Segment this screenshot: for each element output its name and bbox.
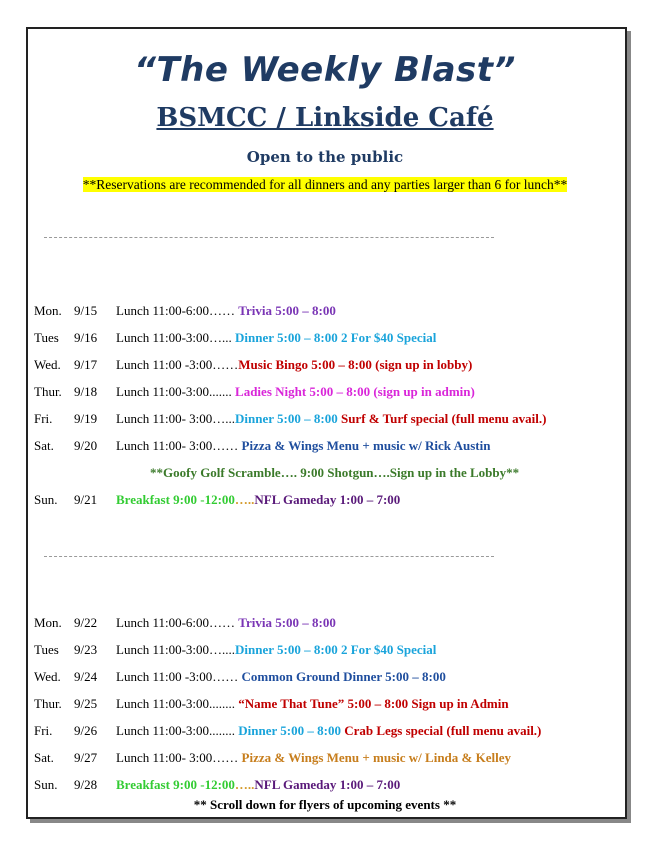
- dots: …..: [234, 492, 255, 507]
- day-label: Thur.: [34, 696, 62, 711]
- special-text: Surf & Turf special (full menu avail.): [340, 411, 547, 426]
- date-label: 9/18: [74, 384, 98, 399]
- flyer-title: “The Weekly Blast”: [134, 50, 516, 90]
- reservation-note: [0, 177, 650, 193]
- day-label: Fri.: [34, 723, 53, 738]
- lunch-hours: Lunch 11:00-6:00……: [116, 303, 239, 318]
- event-text: Common Ground Dinner 5:00 – 8:00: [241, 669, 446, 684]
- open-to-public-line: Open to the public: [246, 148, 404, 166]
- schedule-row-tue-1: [34, 330, 436, 346]
- date-label: 9/26: [74, 723, 98, 738]
- schedule-row-tue-2: [34, 642, 436, 658]
- event-text: Ladies Night 5:00 – 8:00 (sign up in admin): [235, 384, 475, 399]
- event-text: Dinner 5:00 – 8:00 2 For $40 Special: [235, 330, 437, 345]
- event-text: Dinner 5:00 – 8:00 2 For $40 Special: [235, 642, 437, 657]
- lunch-hours: Lunch 11:00-6:00……: [116, 615, 239, 630]
- schedule-row-mon-1: [34, 303, 336, 319]
- schedule-row-thu-2: [34, 696, 509, 712]
- dots: …..: [234, 777, 255, 792]
- date-label: 9/17: [74, 357, 98, 372]
- date-label: 9/28: [74, 777, 98, 792]
- schedule-row-wed-2: [34, 669, 446, 685]
- event-text: Trivia 5:00 – 8:00: [238, 615, 336, 630]
- date-label: 9/21: [74, 492, 98, 507]
- schedule-row-fri-2: [34, 723, 541, 739]
- scroll-down-note: ** Scroll down for flyers of upcoming events **: [193, 797, 457, 812]
- day-label: Sun.: [34, 492, 58, 507]
- event-text: Music Bingo 5:00 – 8:00 (sign up in lobby): [238, 357, 473, 372]
- lunch-hours: Lunch 11:00- 3:00……: [116, 438, 242, 453]
- date-label: 9/20: [74, 438, 98, 453]
- date-label: 9/25: [74, 696, 98, 711]
- golf-scramble-note: **Goofy Golf Scramble…. 9:00 Shotgun….Sign up in the Lobby**: [150, 465, 520, 480]
- date-label: 9/15: [74, 303, 98, 318]
- lunch-hours: Lunch 11:00 -3:00……: [116, 357, 239, 372]
- date-label: 9/27: [74, 750, 98, 765]
- schedule-row-thu-1: [34, 384, 475, 400]
- reservation-note-text: **Reservations are recommended for all dinners and any parties larger than 6 for lunch**: [82, 177, 568, 192]
- schedule-row-wed-1: [34, 357, 472, 373]
- event-text: Pizza & Wings Menu + music w/ Linda & Kelley: [241, 750, 511, 765]
- lunch-hours: Lunch 11:00- 3:00…...: [116, 411, 236, 426]
- day-label: Tues: [34, 642, 59, 657]
- event-text: NFL Gameday 1:00 – 7:00: [254, 777, 401, 792]
- schedule-row-sat-1: [34, 438, 490, 454]
- day-label: Mon.: [34, 303, 62, 318]
- venue-name: BSMCC / Linkside Café: [156, 103, 494, 133]
- schedule-row-sat-2: [34, 750, 511, 766]
- day-label: Thur.: [34, 384, 62, 399]
- dinner-text: Dinner 5:00 – 8:00: [235, 411, 341, 426]
- dinner-text: Dinner 5:00 – 8:00: [238, 723, 345, 738]
- day-label: Sun.: [34, 777, 58, 792]
- event-text: Trivia 5:00 – 8:00: [238, 303, 336, 318]
- schedule-row-sun-2: [34, 777, 400, 793]
- date-label: 9/24: [74, 669, 98, 684]
- event-text: Pizza & Wings Menu + music w/ Rick Austin: [241, 438, 491, 453]
- day-label: Tues: [34, 330, 59, 345]
- lunch-hours: Lunch 11:00-3:00........: [116, 696, 239, 711]
- lunch-hours: Lunch 11:00-3:00…...: [116, 330, 236, 345]
- date-label: 9/16: [74, 330, 98, 345]
- event-text: NFL Gameday 1:00 – 7:00: [254, 492, 401, 507]
- schedule-row-sun-1: [34, 492, 400, 508]
- lunch-hours: Lunch 11:00-3:00…....: [116, 642, 236, 657]
- lunch-hours: Lunch 11:00-3:00........: [116, 723, 239, 738]
- section-divider: [44, 237, 494, 238]
- schedule-row-mon-2: [34, 615, 336, 631]
- day-label: Sat.: [34, 750, 54, 765]
- date-label: 9/23: [74, 642, 98, 657]
- day-label: Wed.: [34, 669, 61, 684]
- day-label: Mon.: [34, 615, 62, 630]
- lunch-hours: Lunch 11:00- 3:00……: [116, 750, 242, 765]
- event-text: “Name That Tune” 5:00 – 8:00 Sign up in Admin: [238, 696, 509, 711]
- day-label: Fri.: [34, 411, 53, 426]
- schedule-row-fri-1: [34, 411, 546, 427]
- section-divider: [44, 556, 494, 557]
- lunch-hours: Lunch 11:00-3:00.......: [116, 384, 236, 399]
- date-label: 9/19: [74, 411, 98, 426]
- breakfast-hours: Breakfast 9:00 -12:00: [116, 777, 235, 792]
- day-label: Sat.: [34, 438, 54, 453]
- breakfast-hours: Breakfast 9:00 -12:00: [116, 492, 235, 507]
- day-label: Wed.: [34, 357, 61, 372]
- lunch-hours: Lunch 11:00 -3:00……: [116, 669, 242, 684]
- special-text: Crab Legs special (full menu avail.): [344, 723, 542, 738]
- date-label: 9/22: [74, 615, 98, 630]
